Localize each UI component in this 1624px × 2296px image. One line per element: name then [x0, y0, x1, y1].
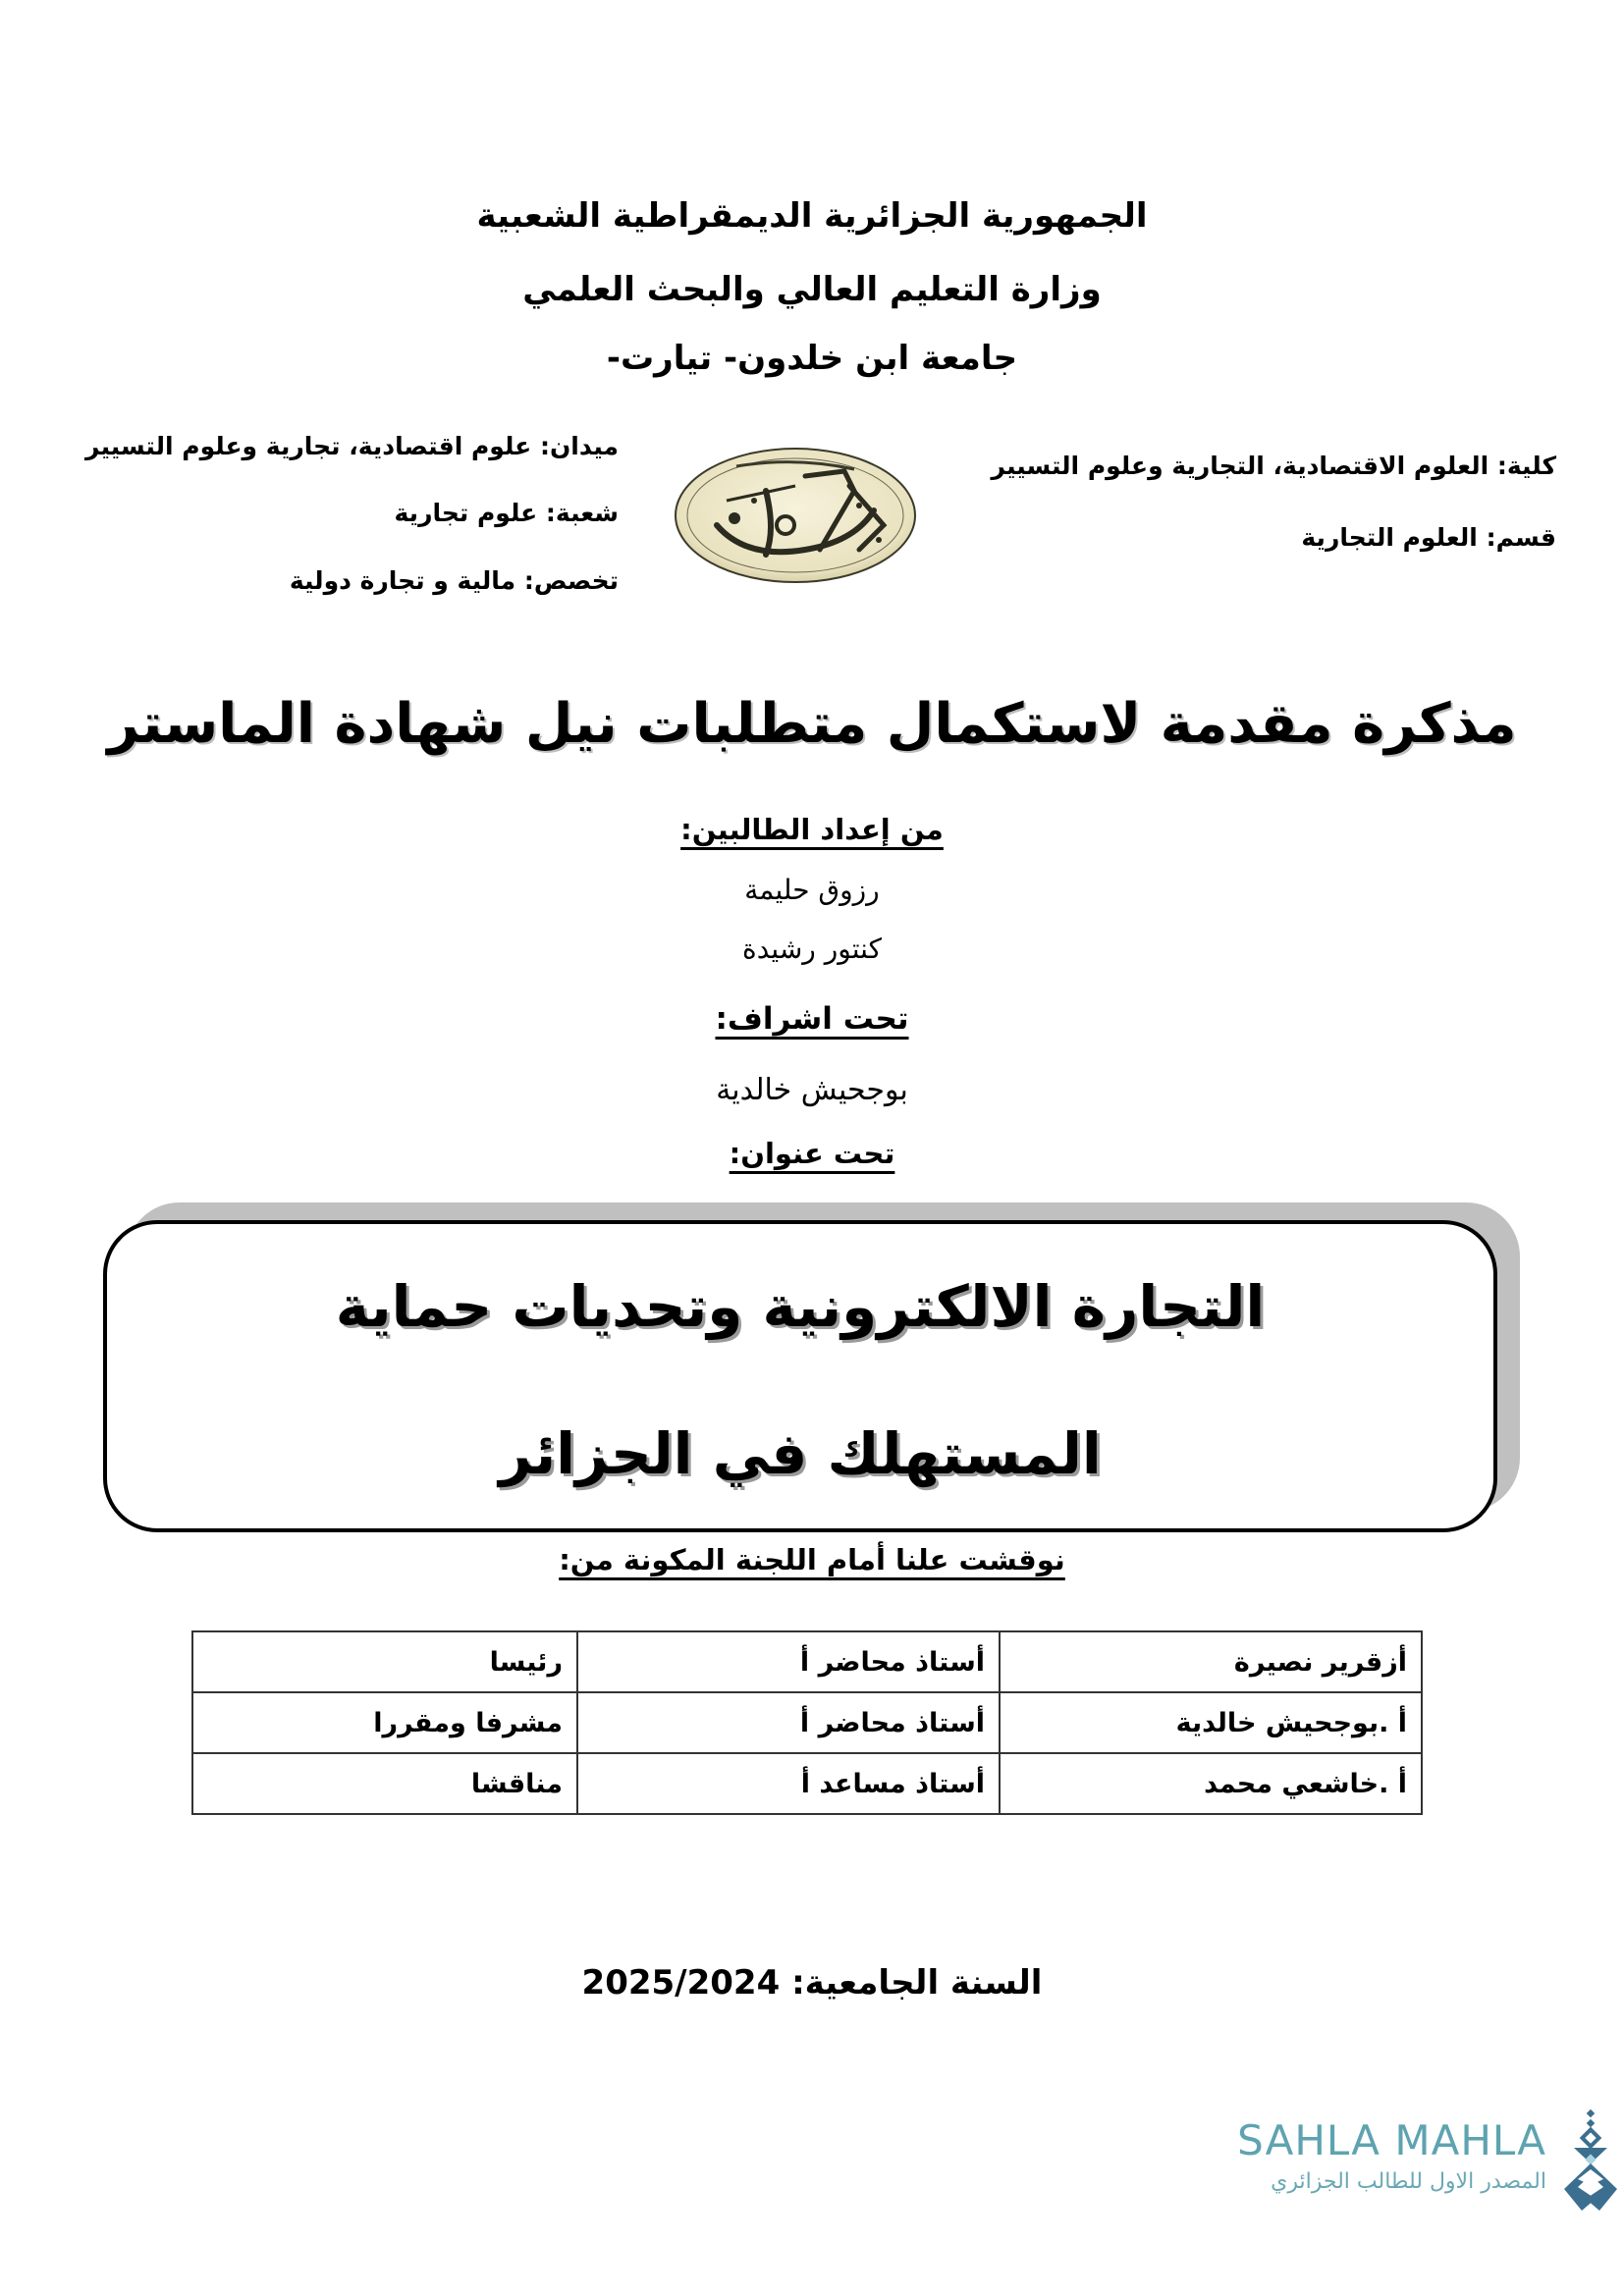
member-rank: أستاذ محاضر أ	[577, 1692, 1000, 1753]
country-name: الجمهورية الجزائرية الديمقراطية الشعبية	[476, 196, 1148, 236]
thesis-title-box	[103, 1220, 1497, 1532]
watermark-tagline: المصدر الاول للطالب الجزائري	[1271, 2169, 1546, 2194]
main-title: مذكرة مقدمة لاستكمال متطلبات نيل شهادة الماستر	[107, 692, 1517, 756]
specialty-label: تخصص: مالية و تجارة دولية	[289, 566, 619, 595]
member-role: مشرفا ومقررا	[192, 1692, 577, 1753]
table-row	[192, 1692, 1422, 1753]
program-info	[85, 432, 619, 609]
ministry-name: وزارة التعليم العالي والبحث العلمي	[522, 270, 1102, 309]
committee-label: نوقشت علنا أمام اللجنة المكونة من:	[559, 1543, 1065, 1576]
committee-table	[191, 1630, 1423, 1815]
university-name: جامعة ابن خلدون- تيارت-	[606, 339, 1018, 378]
table-row	[192, 1631, 1422, 1692]
branch-label: شعبة: علوم تجارية	[394, 499, 619, 527]
member-rank: أستاذ محاضر أ	[577, 1631, 1000, 1692]
thesis-title-line2: المستهلك في الجزائر	[499, 1420, 1102, 1487]
faculty-label: كلية: العلوم الاقتصادية، التجارية وعلوم التسيير	[991, 452, 1556, 480]
student-name: رزوق حليمة	[744, 874, 880, 906]
member-role: مناقشا	[192, 1753, 577, 1814]
academic-year: السنة الجامعية: 2025/2024	[581, 1963, 1043, 2002]
member-rank: أستاذ مساعد أ	[577, 1753, 1000, 1814]
supervision-label: تحت اشراف:	[715, 1001, 909, 1037]
field-label: ميدان: علوم اقتصادية، تجارية وعلوم التسيير	[85, 432, 619, 460]
supervisor-name: بوجحيش خالدية	[716, 1073, 908, 1107]
member-name: أ .بوجحيش خالدية	[1000, 1692, 1422, 1753]
thesis-title-line1: التجارة الالكترونية وتحديات حماية	[335, 1273, 1266, 1340]
university-seal-icon	[658, 432, 933, 599]
member-role: رئيسا	[192, 1631, 577, 1692]
watermark	[1173, 2109, 1624, 2216]
students-label: من إعداد الطالبين:	[680, 813, 944, 846]
member-name: أزقرير نصيرة	[1000, 1631, 1422, 1692]
table-row	[192, 1753, 1422, 1814]
department-label: قسم: العلوم التجارية	[1301, 523, 1556, 552]
sahla-mahla-logo-icon	[1556, 2109, 1624, 2216]
faculty-info	[982, 452, 1556, 569]
watermark-brand: SAHLA MAHLA	[1237, 2116, 1546, 2164]
member-name: أ .خاشعي محمد	[1000, 1753, 1422, 1814]
student-name: كنتور رشيدة	[742, 933, 882, 965]
thesis-title-label: تحت عنوان:	[729, 1137, 895, 1170]
